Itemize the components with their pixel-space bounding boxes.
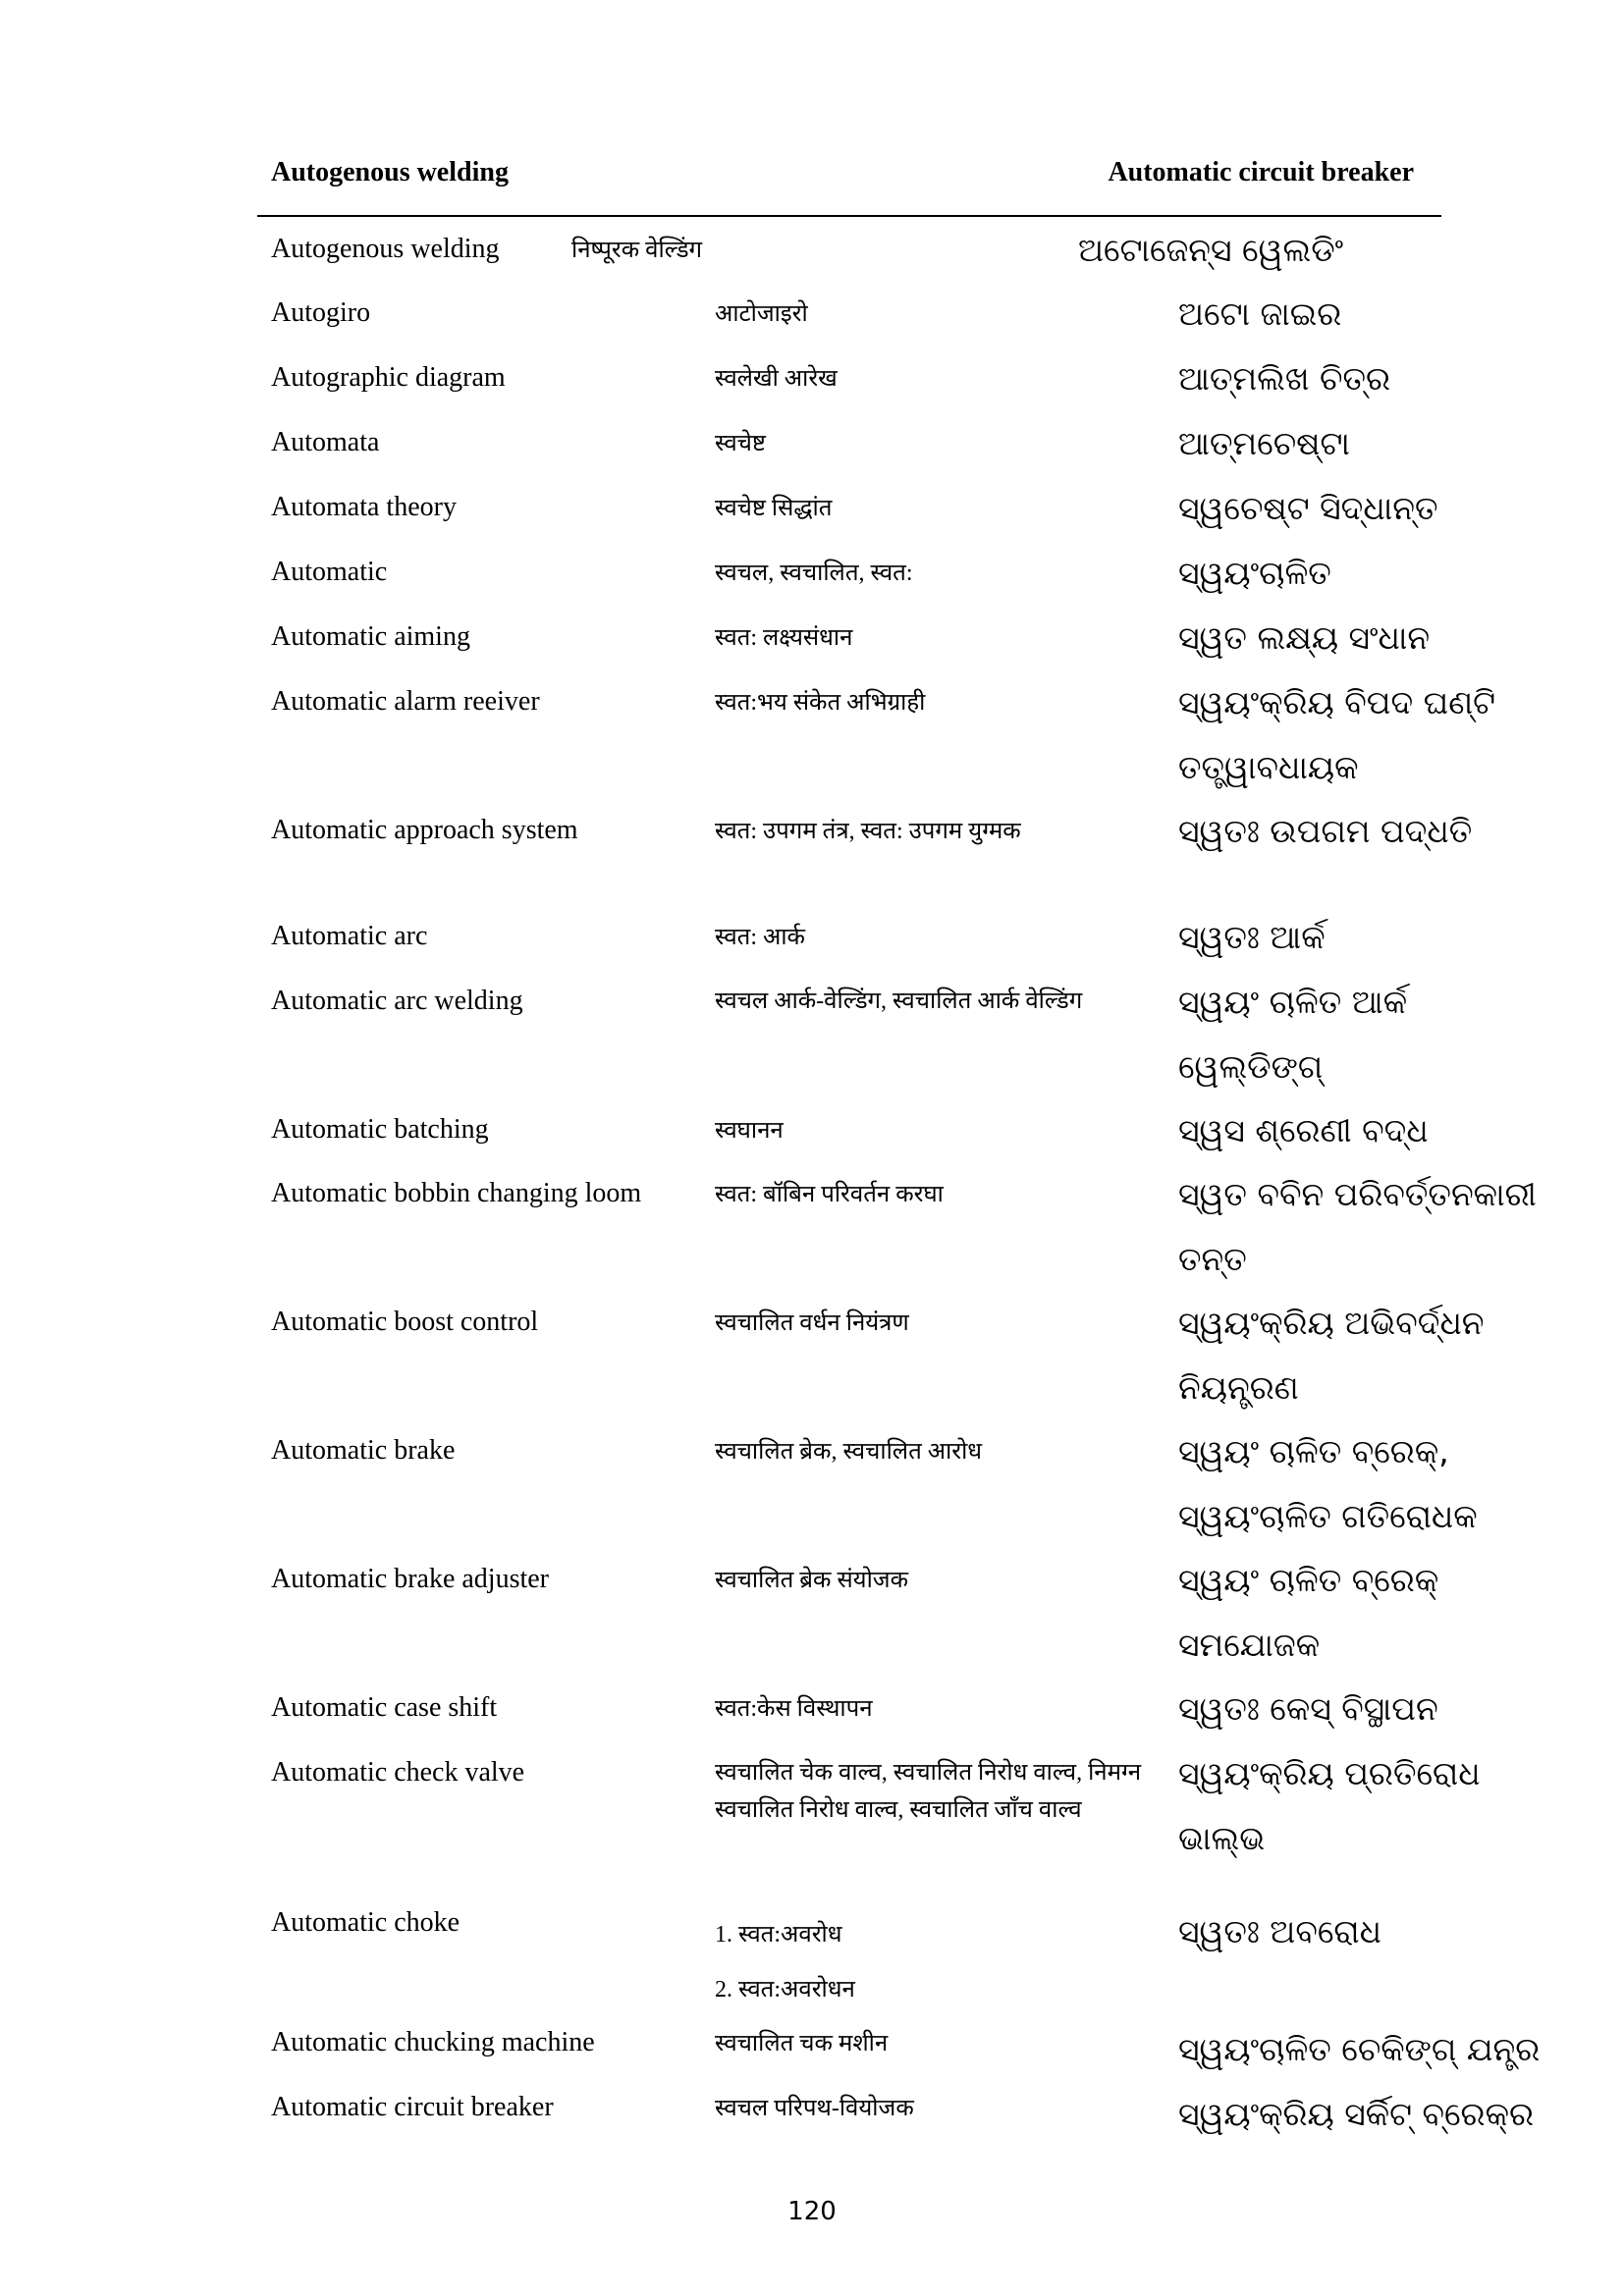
odia-term [1178,1419,1478,1549]
odia-term [1178,411,1350,476]
header-last-term: Automatic circuit breaker [1108,157,1414,187]
english-term: Automatic bobbin changing loom [271,1178,642,1208]
hindi-term: स्वचालित चक मशीन [715,2031,889,2056]
odia-line: ସ୍ୱୟଂକ୍ରିୟ ଅଭିବର୍ଦ୍ଧନ [1178,1304,1485,1342]
odia-term [1178,347,1390,411]
english-term: Automatic choke [271,1907,460,1938]
odia-line: ଅଟୋ ଜାଇର [1178,294,1342,333]
odia-line: ତତ୍ତ୍ୱାବଧାୟକ [1178,748,1359,786]
hindi-term-list [715,1907,855,2017]
hindi-term: स्वचालित ब्रेक, स्वचालित आरोध [715,1439,983,1465]
odia-term [1178,905,1326,970]
hindi-term: स्वचेष्ट [715,431,766,456]
odia-term [1078,218,1343,283]
odia-line: ଭାଲ୍ଭ [1178,1819,1266,1857]
odia-term [1178,1899,1381,1964]
odia-term [1178,541,1331,606]
english-term: Automatic arc welding [271,986,523,1016]
odia-line: ୱେଲ୍ଡିଙ୍ଗ୍ [1178,1047,1324,1086]
odia-line: ସ୍ୱୟଂଚାଳିତ ଚେକିଙ୍ଗ୍ ଯନ୍ତ୍ର [1178,2030,1541,2068]
odia-term [1178,1291,1485,1420]
odia-line: ସ୍ୱସ ଶ୍ରେଣୀ ବଦ୍ଧ [1178,1111,1429,1149]
odia-line: ସ୍ୱତ ବବିନ ପରିବର୍ତ୍ତନକାରୀ [1178,1175,1537,1213]
english-term: Automatic circuit breaker [271,2092,554,2122]
odia-term [1178,1098,1429,1163]
hindi-term: स्वचल आर्क-वेल्डिंग, स्वचालित आर्क वेल्डिंग [715,988,1083,1014]
odia-line: ଅଟୋଜେନ୍ସ ୱେଲଡିଂ [1078,231,1344,269]
odia-line: ସ୍ୱୟଂ ଚାଳିତ ଆର୍କ [1178,983,1408,1021]
english-term: Autogiro [271,297,371,328]
odia-line: ସ୍ୱଚେଷ୍ଟ ସିଦ୍ଧାନ୍ତ [1178,489,1438,527]
english-term: Automatic check valve [271,1757,525,1788]
hindi-term: स्वचल परिपथ-वियोजक [715,2096,914,2121]
header-divider [257,215,1441,217]
english-term: Automatic approach system [271,815,578,845]
odia-term [1178,799,1472,864]
hindi-term: स्वचल, स्वचालित, स्वत: [715,561,913,586]
odia-term [1178,1677,1438,1741]
odia-line: ସ୍ୱୟଂକ୍ରିୟ ପ୍ରତିରୋଧ [1178,1754,1481,1792]
english-term: Automatic arc [271,921,428,951]
odia-term [1178,476,1438,541]
hindi-term: स्वत: लक्ष्यसंधान [715,625,853,651]
hindi-sense-2: 2. स्वत:अवरोधन [715,1977,855,2002]
english-term: Automatic brake [271,1435,456,1466]
odia-line: ସ୍ୱୟଂଚାଳିତ [1178,554,1331,592]
hindi-term: स्वत: आर्क [715,925,805,950]
english-term: Automatic batching [271,1114,489,1145]
english-term: Automatic case shift [271,1692,498,1723]
odia-term [1178,1548,1438,1678]
odia-line: ନିୟନ୍ତ୍ରଣ [1178,1368,1299,1407]
english-term: Automatic [271,557,388,587]
odia-line: ସ୍ୱତ ଲକ୍ଷ୍ୟ ସଂଧାନ [1178,618,1431,657]
english-term: Automatic boost control [271,1307,539,1337]
odia-line: ସ୍ୱତଃ ଆର୍କ [1178,918,1326,956]
hindi-term: स्वचालित वर्धन नियंत्रण [715,1310,909,1336]
odia-term [1178,606,1430,670]
odia-term [1178,2082,1534,2147]
odia-line: ସ୍ୱୟଂକ୍ରିୟ ବିପଦ ଘଣ୍ଟି [1178,683,1496,721]
hindi-sense-1: 1. स्वत:अवरोध [715,1922,842,1948]
hindi-term: स्वत: उपगम तंत्र, स्वत: उपगम युग्मक [715,819,1021,844]
odia-term [1178,1741,1481,1871]
odia-line: ସ୍ୱୟଂ ଚାଳିତ ବ୍ରେକ୍, [1178,1432,1449,1470]
odia-line: ସ୍ୱତଃ କେସ୍ ବିସ୍ଥାପନ [1178,1689,1438,1728]
odia-line: ସମଯୋଜକ [1178,1626,1321,1664]
odia-line: ଆତ୍ମଲିଖ ଚିତ୍ର [1178,359,1391,398]
hindi-term: स्वचालित चेक वाल्व, स्वचालित निरोध वाल्व, निमग्न स्वचालित निरोध वाल्व, स्वचालित जाँच वाल्व [715,1760,1142,1823]
page-number: 120 [787,2197,837,2226]
hindi-term: स्वचालित ब्रेक संयोजक [715,1568,909,1593]
running-header [271,157,1414,187]
odia-line: ଆତ୍ମଚେଷ୍ଟା [1178,424,1350,462]
hindi-term: स्वघानन [715,1118,784,1144]
hindi-term: आटोजाइरो [715,301,808,327]
hindi-term: स्वत:केस विस्थापन [715,1696,873,1722]
odia-line: ସ୍ୱତଃ ଅବରୋଧ [1178,1912,1381,1950]
english-term: Autogenous welding [271,234,500,264]
english-term: Automatic alarm reeiver [271,686,540,717]
hindi-term: स्वत:भय संकेत अभिग्राही [715,690,926,716]
english-term: Automatic chucking machine [271,2027,595,2057]
odia-term [1178,970,1407,1099]
odia-line: ସ୍ୱୟଂଚାଳିତ ଗତିରୋଧକ [1178,1497,1478,1535]
english-term: Automata theory [271,492,457,522]
odia-line: ସ୍ୱୟଂକ୍ରିୟ ସର୍କିଟ୍ ବ୍ରେକ୍ର [1178,2095,1534,2133]
english-term: Autographic diagram [271,362,506,393]
odia-term [1178,670,1495,800]
odia-term [1178,1162,1537,1292]
english-term: Automatic aiming [271,621,470,652]
hindi-term: स्वत: बॉबिन परिवर्तन करघा [715,1182,944,1207]
odia-term [1178,282,1341,347]
english-term: Automata [271,427,380,457]
odia-line: ତନ୍ତ [1178,1240,1247,1278]
hindi-term: स्वलेखी आरेख [715,366,838,392]
header-first-term: Autogenous welding [271,157,509,187]
odia-line: ସ୍ୱୟଂ ଚାଳିତ ବ୍ରେକ୍ [1178,1561,1439,1599]
odia-line: ସ୍ୱତଃ ଉପଗମ ପଦ୍ଧତି [1178,812,1473,850]
hindi-term: स्वचेष्ट सिद्धांत [715,496,833,521]
english-term: Automatic brake adjuster [271,1564,550,1594]
hindi-term: निष्पूरक वेल्डिंग [571,238,703,263]
odia-term [1178,2017,1540,2082]
